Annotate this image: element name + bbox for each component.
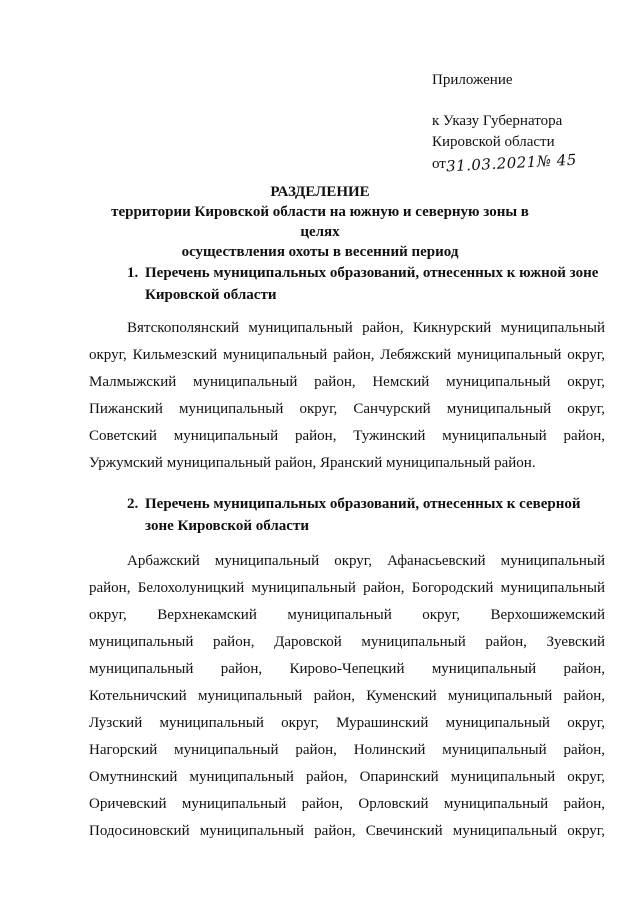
- paragraph-line: Котельничский муниципальный район, Куменский муниципальный район,: [89, 688, 605, 704]
- document-title: [90, 182, 550, 262]
- paragraph-line: Уржумский муниципальный район, Яранский муниципальный район.: [89, 455, 536, 471]
- paragraph-line: Вятскополянский муниципальный район, Кикнурский муниципальный: [127, 320, 605, 336]
- decree-date-line: [432, 150, 578, 176]
- paragraph-line: Малмыжский муниципальный район, Немский муниципальный округ,: [89, 374, 605, 390]
- section-1-heading: [127, 262, 605, 306]
- title-sub-line-2: осуществления охоты в весенний период: [181, 244, 459, 260]
- paragraph-line: Пижанский муниципальный округ, Санчурский муниципальный округ,: [89, 401, 605, 417]
- paragraph-line: район, Белохолуницкий муниципальный район, Богородский муниципальный: [89, 580, 605, 596]
- appendix-label: Приложение: [432, 72, 513, 88]
- region-reference: Кировской области: [432, 134, 555, 150]
- section-2-heading-line-2: зоне Кировской области: [145, 518, 309, 534]
- paragraph-line: муниципальный район, Даровской муниципальный район, Зуевский: [89, 634, 605, 650]
- handwritten-date-number: 31.03.2021№ 45: [445, 150, 578, 176]
- section-2-number: 2.: [127, 496, 139, 512]
- section-1-number: 1.: [127, 265, 139, 281]
- paragraph-line: Оричевский муниципальный район, Орловский муниципальный район,: [89, 796, 605, 812]
- section-2-paragraph: [89, 548, 605, 845]
- paragraph-line: Советский муниципальный район, Тужинский муниципальный район,: [89, 428, 605, 444]
- paragraph-line: Арбажский муниципальный округ, Афанасьевский муниципальный: [127, 553, 605, 569]
- title-main: РАЗДЕЛЕНИЕ: [270, 184, 370, 200]
- paragraph-line: Омутнинский муниципальный район, Опаринский муниципальный округ,: [89, 769, 605, 785]
- section-2-heading: [127, 493, 605, 537]
- date-prefix: от: [432, 156, 446, 172]
- title-sub-line-1: территории Кировской области на южную и северную зоны в целях: [111, 204, 529, 240]
- section-1-heading-line-2: Кировской области: [145, 287, 277, 303]
- paragraph-line: Подосиновский муниципальный район, Свечинский муниципальный округ,: [89, 823, 605, 839]
- section-1-heading-line-1: Перечень муниципальных образований, отнесенных к южной зоне: [145, 265, 599, 281]
- paragraph-line: округ, Кильмезский муниципальный район, Лебяжский муниципальный округ,: [89, 347, 605, 363]
- decree-reference: к Указу Губернатора: [432, 113, 563, 129]
- paragraph-line: округ, Верхнекамский муниципальный округ, Верхошижемский: [89, 607, 605, 623]
- paragraph-line: Лузский муниципальный округ, Мурашинский муниципальный округ,: [89, 715, 605, 731]
- paragraph-line: муниципальный район, Кирово-Чепецкий муниципальный район,: [89, 661, 605, 677]
- section-1-paragraph: [89, 315, 605, 477]
- section-2-heading-line-1: Перечень муниципальных образований, отнесенных к северной: [145, 496, 581, 512]
- paragraph-line: Нагорский муниципальный район, Нолинский муниципальный район,: [89, 742, 605, 758]
- appendix-block: [432, 70, 577, 175]
